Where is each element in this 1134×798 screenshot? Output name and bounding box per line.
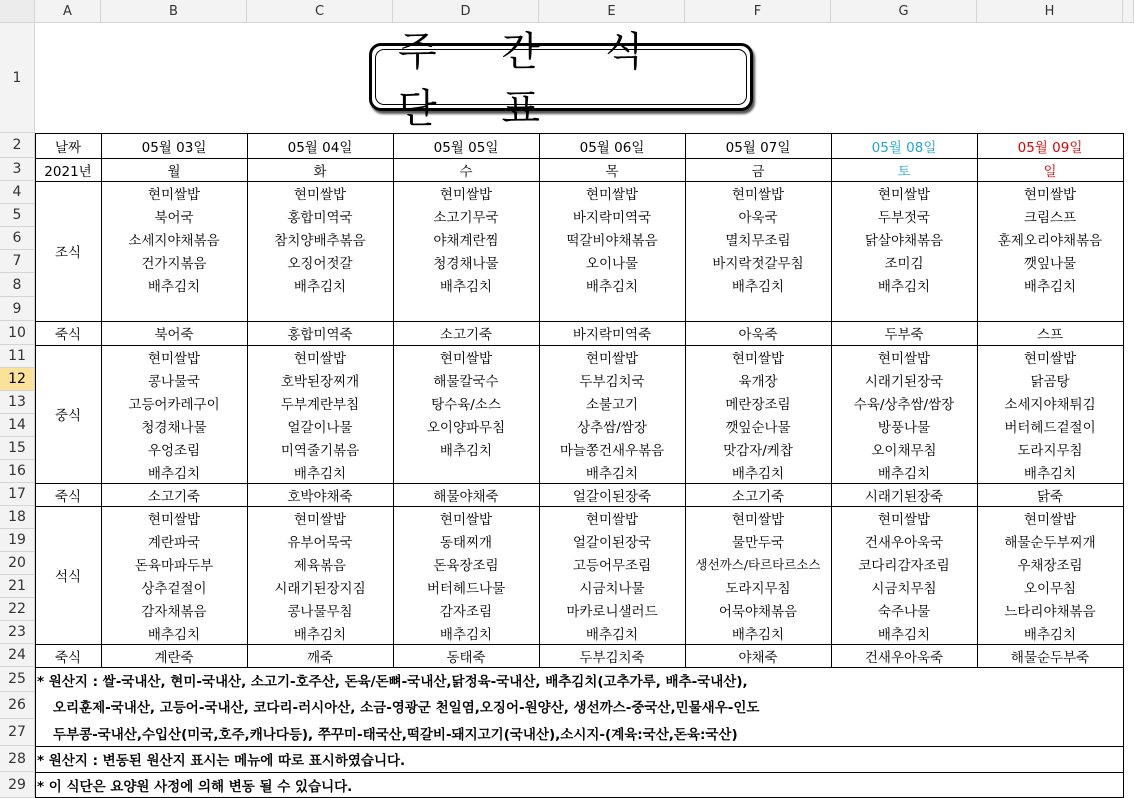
title-inner-border: [375, 49, 747, 105]
menu-cell[interactable]: [101, 297, 247, 321]
menu-cell[interactable]: 배추김치: [585, 465, 639, 482]
page-title: 주 간 식 단 표: [398, 29, 670, 132]
menu-cell[interactable]: 현미쌀밥: [1023, 511, 1077, 528]
column-header-e[interactable]: E: [539, 0, 685, 23]
weekday-cell[interactable]: 목: [605, 163, 619, 180]
menu-cell[interactable]: 시래기된장지짐: [274, 580, 366, 597]
menu-cell[interactable]: 돈육마파두부: [134, 557, 214, 574]
menu-cell[interactable]: 소세지야채볶음: [128, 232, 220, 249]
column-header-stub: [1123, 0, 1134, 23]
menu-cell[interactable]: 현미쌀밥: [293, 511, 347, 528]
menu-cell[interactable]: 소고기죽: [147, 488, 201, 505]
menu-cell[interactable]: 상추쌈/쌈장: [577, 419, 647, 436]
row-header-29[interactable]: 29: [0, 772, 35, 798]
weekday-cell[interactable]: 금: [751, 163, 765, 180]
row-header-13[interactable]: 13: [0, 391, 35, 414]
menu-cell[interactable]: 현미쌀밥: [731, 186, 785, 203]
menu-cell[interactable]: 현미쌀밥: [877, 186, 931, 203]
column-header-a[interactable]: A: [35, 0, 101, 23]
note-line: * 원산지 : 변동된 원산지 표시는 메뉴에 따로 표시하였습니다.: [37, 753, 406, 769]
row-header-18[interactable]: 18: [0, 506, 35, 529]
menu-cell[interactable]: 현미쌀밥: [1023, 186, 1077, 203]
breakfast-label[interactable]: 조식: [54, 245, 82, 261]
menu-cell[interactable]: 현미쌀밥: [585, 186, 639, 203]
menu-cell[interactable]: 숙주나물: [877, 603, 931, 620]
menu-cell[interactable]: 닭곰탕: [1030, 373, 1070, 390]
menu-cell[interactable]: 탕수육/소스: [431, 396, 501, 413]
menu-cell[interactable]: 소고기죽: [439, 327, 493, 343]
menu-cell[interactable]: 오이무침: [1023, 580, 1077, 597]
title-shape[interactable]: [369, 29, 753, 132]
menu-cell[interactable]: 시금치나물: [579, 580, 645, 597]
menu-cell[interactable]: 청경채나물: [141, 419, 207, 436]
grid-line: [35, 133, 36, 667]
grid-line: [393, 133, 394, 667]
menu-cell[interactable]: 마늘쫑건새우볶음: [559, 442, 665, 459]
menu-cell[interactable]: 멸치무조림: [725, 232, 791, 249]
row-header-12[interactable]: 12: [0, 368, 35, 391]
note-line: * 원산지 : 쌀-국내산, 현미-국내산, 소고기-호주산, 돈육/돈뼈-국내산,닭정육-국내산, 배추김치(고추가루, 배추-국내산),: [37, 673, 748, 690]
note-line: 두부콩-국내산,수입산(미국,호주,캐나다등), 쭈꾸미-태국산,떡갈비-돼지고기(국내산),소시지-(계육:국산,돈육:국산): [53, 726, 738, 743]
porridge-label[interactable]: 죽식: [54, 649, 82, 666]
menu-cell[interactable]: 현미쌀밥: [147, 511, 201, 528]
menu-cell[interactable]: 현미쌀밥: [147, 186, 201, 203]
row-header-28[interactable]: 28: [0, 746, 35, 772]
weekday-cell[interactable]: 토: [897, 163, 911, 180]
menu-cell[interactable]: 배추김치: [585, 626, 639, 643]
row-header-6[interactable]: 6: [0, 227, 35, 250]
menu-cell[interactable]: [393, 460, 539, 483]
row-header-8[interactable]: 8: [0, 273, 35, 297]
menu-cell[interactable]: 현미쌀밥: [731, 350, 785, 367]
menu-cell[interactable]: 배추김치: [877, 279, 931, 295]
menu-cell[interactable]: 얼갈이된장죽: [572, 488, 652, 505]
menu-cell[interactable]: 배추김치: [439, 279, 493, 295]
menu-cell[interactable]: 메란장조림: [725, 396, 791, 413]
menu-cell[interactable]: 현미쌀밥: [585, 511, 639, 528]
menu-cell[interactable]: 콩나물무침: [287, 603, 353, 620]
menu-cell[interactable]: 닭살야채볶음: [864, 232, 944, 249]
weekday-cell[interactable]: 화: [313, 163, 327, 180]
menu-cell[interactable]: 건새우아욱국: [864, 534, 944, 551]
row-header-24[interactable]: 24: [0, 644, 35, 667]
menu-cell[interactable]: 방풍나물: [877, 419, 931, 436]
column-header-g[interactable]: G: [831, 0, 977, 23]
grid-line: [35, 746, 1124, 747]
menu-cell[interactable]: 배추김치: [877, 626, 931, 643]
menu-cell[interactable]: 수육/상추쌈/쌈장: [853, 396, 955, 413]
grid-line: [35, 181, 1124, 182]
menu-cell[interactable]: 느타리야채볶음: [1004, 603, 1096, 620]
menu-cell[interactable]: 건새우아욱죽: [864, 649, 944, 666]
menu-cell[interactable]: 아욱죽: [738, 327, 778, 343]
row-header-17[interactable]: 17: [0, 483, 35, 506]
menu-cell[interactable]: 아욱국: [738, 209, 778, 226]
menu-cell[interactable]: 해물칼국수: [433, 373, 499, 390]
menu-cell[interactable]: 깻잎나물: [1023, 255, 1077, 272]
porridge-label[interactable]: 죽식: [54, 488, 82, 505]
note-line: 오리훈제-국내산, 고등어-국내산, 코다리-러시아산, 소금-영광군 천일염,오징어-원양산, 생선까스-중국산,민물새우-인도: [53, 699, 760, 716]
grid-line: [1123, 667, 1124, 798]
menu-cell[interactable]: 배추김치: [293, 465, 347, 482]
column-header-b[interactable]: B: [101, 0, 247, 23]
menu-cell[interactable]: [247, 297, 393, 321]
menu-cell[interactable]: 계란파국: [147, 534, 201, 551]
menu-cell[interactable]: 바지락미역국: [572, 209, 652, 226]
row-header-4[interactable]: 4: [0, 181, 35, 204]
menu-cell[interactable]: 소고기죽: [731, 488, 785, 505]
menu-cell[interactable]: 배추김치: [293, 279, 347, 295]
menu-cell[interactable]: 배추김치: [1023, 465, 1077, 482]
menu-cell[interactable]: 소세지야채튀김: [1004, 396, 1096, 413]
column-header-h[interactable]: H: [977, 0, 1123, 23]
grid-line: [247, 133, 248, 667]
menu-cell[interactable]: 감자채볶음: [141, 603, 207, 620]
menu-cell[interactable]: 버터헤드겉절이: [1004, 419, 1096, 436]
menu-cell[interactable]: 배추김치: [147, 465, 201, 482]
column-header-f[interactable]: F: [685, 0, 831, 23]
menu-cell[interactable]: [977, 297, 1123, 321]
grid-line: [35, 667, 1124, 668]
grid-line: [35, 158, 1124, 159]
menu-cell[interactable]: 시래기된장죽: [864, 488, 944, 505]
weekday-cell[interactable]: 일: [1043, 163, 1057, 180]
grid-line: [977, 133, 978, 667]
weekday-cell[interactable]: 수: [459, 163, 473, 180]
row-header-26[interactable]: 26: [0, 692, 35, 719]
row-header-19[interactable]: 19: [0, 529, 35, 552]
menu-cell[interactable]: 얼갈이된장국: [572, 534, 652, 551]
menu-cell[interactable]: 해물순두부죽: [1010, 649, 1090, 666]
menu-cell[interactable]: 오이채무침: [871, 442, 937, 459]
menu-cell[interactable]: 바지락미역죽: [572, 327, 652, 343]
menu-cell[interactable]: 스프: [1036, 327, 1064, 343]
menu-cell[interactable]: 북어죽: [154, 327, 194, 343]
menu-cell[interactable]: 닭죽: [1036, 488, 1064, 505]
weekday-cell[interactable]: 월: [167, 163, 181, 180]
menu-cell[interactable]: 도라지무침: [725, 580, 791, 597]
menu-cell[interactable]: 코다리감자조림: [858, 557, 950, 574]
menu-cell[interactable]: 배추김치: [585, 279, 639, 295]
grid-line: [35, 667, 36, 798]
menu-cell[interactable]: 유부어묵국: [287, 534, 353, 551]
menu-cell[interactable]: 참치양배추볶음: [274, 232, 366, 249]
menu-cell[interactable]: [393, 297, 539, 321]
menu-cell[interactable]: 배추김치: [439, 626, 493, 643]
menu-cell[interactable]: 해물야채죽: [433, 488, 499, 505]
menu-cell[interactable]: 현미쌀밥: [877, 511, 931, 528]
row-header-25[interactable]: 25: [0, 667, 35, 692]
menu-cell[interactable]: 배추김치: [877, 465, 931, 482]
menu-cell[interactable]: 건가지볶음: [141, 255, 207, 272]
row-header-15[interactable]: 15: [0, 437, 35, 460]
grid-line: [539, 133, 540, 667]
note-line: * 이 식단은 요양원 사정에 의해 변동 될 수 있습니다.: [37, 779, 353, 795]
menu-cell[interactable]: 현미쌀밥: [585, 350, 639, 367]
menu-cell[interactable]: 호박된장찌개: [280, 373, 360, 390]
row-header-22[interactable]: 22: [0, 598, 35, 621]
menu-cell[interactable]: 북어국: [154, 209, 194, 226]
menu-cell[interactable]: 현미쌀밥: [293, 186, 347, 203]
menu-cell[interactable]: 배추김치: [439, 442, 493, 459]
menu-cell[interactable]: 현미쌀밥: [293, 350, 347, 367]
menu-cell[interactable]: 배추김치: [1023, 626, 1077, 643]
menu-cell[interactable]: 마카로니샐러드: [566, 603, 658, 620]
menu-cell[interactable]: [685, 297, 831, 321]
menu-cell[interactable]: 소불고기: [585, 396, 639, 413]
menu-cell[interactable]: 배추김치: [1023, 279, 1077, 295]
grid-line: [685, 133, 686, 667]
grid-line: [35, 345, 1124, 346]
menu-cell[interactable]: 어묵야채볶음: [718, 603, 798, 620]
menu-cell[interactable]: 현미쌀밥: [439, 511, 493, 528]
menu-cell[interactable]: 두부죽: [884, 327, 924, 343]
menu-cell[interactable]: 홍합미역국: [287, 209, 353, 226]
row-header-16[interactable]: 16: [0, 460, 35, 483]
menu-cell[interactable]: 현미쌀밥: [439, 350, 493, 367]
grid-line: [101, 133, 102, 667]
dinner-label[interactable]: 석식: [54, 569, 82, 585]
menu-cell[interactable]: 해물순두부찌개: [1004, 534, 1096, 551]
menu-cell[interactable]: 제육볶음: [293, 557, 347, 574]
grid-line: [35, 483, 1124, 484]
menu-cell[interactable]: 깨죽: [306, 649, 334, 666]
menu-cell[interactable]: 현미쌀밥: [439, 186, 493, 203]
menu-cell[interactable]: 떡갈비야채볶음: [566, 232, 658, 249]
row-header-23[interactable]: 23: [0, 621, 35, 644]
grid-line: [35, 321, 1124, 322]
menu-cell[interactable]: 시금치무침: [871, 580, 937, 597]
menu-cell[interactable]: 현미쌀밥: [1023, 350, 1077, 367]
menu-cell[interactable]: 맛감자/케찹: [723, 442, 793, 459]
row-header-10[interactable]: 10: [0, 321, 35, 345]
menu-cell[interactable]: 야채죽: [738, 649, 778, 666]
date-cell[interactable]: 05월 05일: [433, 139, 499, 156]
menu-cell[interactable]: 청경채나물: [433, 255, 499, 272]
menu-cell[interactable]: 시래기된장국: [864, 373, 944, 390]
menu-cell[interactable]: 동태죽: [446, 649, 486, 666]
row-header-1[interactable]: 1: [0, 23, 35, 133]
year-label[interactable]: 2021년: [44, 163, 92, 180]
grid-line: [35, 644, 1124, 645]
menu-cell[interactable]: 배추김치: [731, 626, 785, 643]
menu-cell[interactable]: 현미쌀밥: [877, 350, 931, 367]
menu-cell[interactable]: 배추김치: [147, 279, 201, 295]
row-header-11[interactable]: 11: [0, 345, 35, 368]
menu-cell[interactable]: 생선까스/타르타르소스: [695, 556, 821, 572]
menu-cell[interactable]: 호박야채죽: [287, 488, 353, 505]
menu-cell[interactable]: 두부계란부침: [280, 396, 360, 413]
row-header-3[interactable]: 3: [0, 158, 35, 181]
menu-cell[interactable]: 물만두국: [731, 534, 785, 551]
row-header-5[interactable]: 5: [0, 204, 35, 227]
grid-line: [1123, 133, 1124, 667]
row-header-20[interactable]: 20: [0, 552, 35, 575]
menu-cell[interactable]: 우채장조림: [1017, 557, 1083, 574]
grid-line: [831, 133, 832, 667]
menu-cell[interactable]: 오이양파무침: [426, 419, 506, 436]
menu-cell[interactable]: 계란죽: [154, 649, 194, 666]
date-cell[interactable]: 05월 07일: [725, 139, 791, 156]
menu-cell[interactable]: 얼갈이나물: [287, 419, 353, 436]
row-header-27[interactable]: 27: [0, 719, 35, 746]
menu-cell[interactable]: 육개장: [738, 373, 778, 390]
date-cell[interactable]: 05월 04일: [287, 139, 353, 156]
menu-cell[interactable]: 감자조림: [439, 603, 493, 620]
menu-cell[interactable]: 바지락젓갈무침: [712, 255, 804, 272]
menu-cell[interactable]: 상추겉절이: [141, 580, 207, 597]
menu-cell[interactable]: 고등어무조림: [572, 557, 652, 574]
date-cell[interactable]: 05월 03일: [141, 139, 207, 156]
menu-cell[interactable]: 야채계란찜: [433, 232, 499, 249]
menu-cell[interactable]: 우엉조림: [147, 442, 201, 459]
menu-cell[interactable]: 돈육장조림: [433, 557, 499, 574]
column-header-c[interactable]: C: [247, 0, 393, 23]
select-all-corner[interactable]: [0, 0, 35, 23]
menu-cell[interactable]: 고등어카레구이: [128, 396, 220, 413]
row-header-14[interactable]: 14: [0, 414, 35, 437]
menu-cell[interactable]: 훈제오리야채볶음: [997, 232, 1103, 249]
menu-cell[interactable]: 버터헤드나물: [426, 580, 506, 597]
grid-line: [35, 506, 1124, 507]
lunch-label[interactable]: 중식: [54, 408, 82, 424]
menu-cell[interactable]: 홍합미역죽: [287, 327, 353, 343]
menu-cell[interactable]: 두부김치죽: [579, 649, 645, 666]
menu-cell[interactable]: 두부젓국: [877, 209, 931, 226]
date-cell[interactable]: 05월 06일: [579, 139, 645, 156]
menu-cell[interactable]: 현미쌀밥: [731, 511, 785, 528]
menu-cell[interactable]: 도라지무침: [1017, 442, 1083, 459]
menu-cell[interactable]: 배추김치: [147, 626, 201, 643]
menu-cell[interactable]: 깻잎순나물: [725, 419, 791, 436]
row-header-7[interactable]: 7: [0, 250, 35, 273]
menu-cell[interactable]: 현미쌀밥: [147, 350, 201, 367]
menu-cell[interactable]: [831, 297, 977, 321]
grid-line: [35, 772, 1124, 773]
menu-cell[interactable]: 조미김: [884, 255, 924, 272]
porridge-label[interactable]: 죽식: [54, 327, 82, 343]
row-header-9[interactable]: 9: [0, 297, 35, 321]
column-header-d[interactable]: D: [393, 0, 539, 23]
date-cell[interactable]: 05월 08일: [871, 139, 937, 156]
menu-cell[interactable]: 배추김치: [731, 279, 785, 295]
menu-cell[interactable]: 동태찌개: [439, 534, 493, 551]
menu-cell[interactable]: 두부김치국: [579, 373, 645, 390]
menu-cell[interactable]: 배추김치: [293, 626, 347, 643]
menu-cell[interactable]: 크림스프: [1023, 209, 1077, 226]
menu-cell[interactable]: 콩나물국: [147, 373, 201, 390]
menu-cell[interactable]: 배추김치: [731, 465, 785, 482]
date-label[interactable]: 날짜: [54, 139, 82, 156]
row-header-2[interactable]: 2: [0, 133, 35, 158]
row-header-21[interactable]: 21: [0, 575, 35, 598]
menu-cell[interactable]: [539, 297, 685, 321]
date-cell[interactable]: 05월 09일: [1017, 139, 1083, 156]
menu-cell[interactable]: 소고기무국: [433, 209, 499, 226]
menu-cell[interactable]: 오이나물: [585, 255, 639, 272]
menu-cell[interactable]: 오징어젓갈: [287, 255, 353, 272]
menu-cell[interactable]: 미역줄기볶음: [280, 442, 360, 459]
grid-line: [35, 133, 1124, 134]
